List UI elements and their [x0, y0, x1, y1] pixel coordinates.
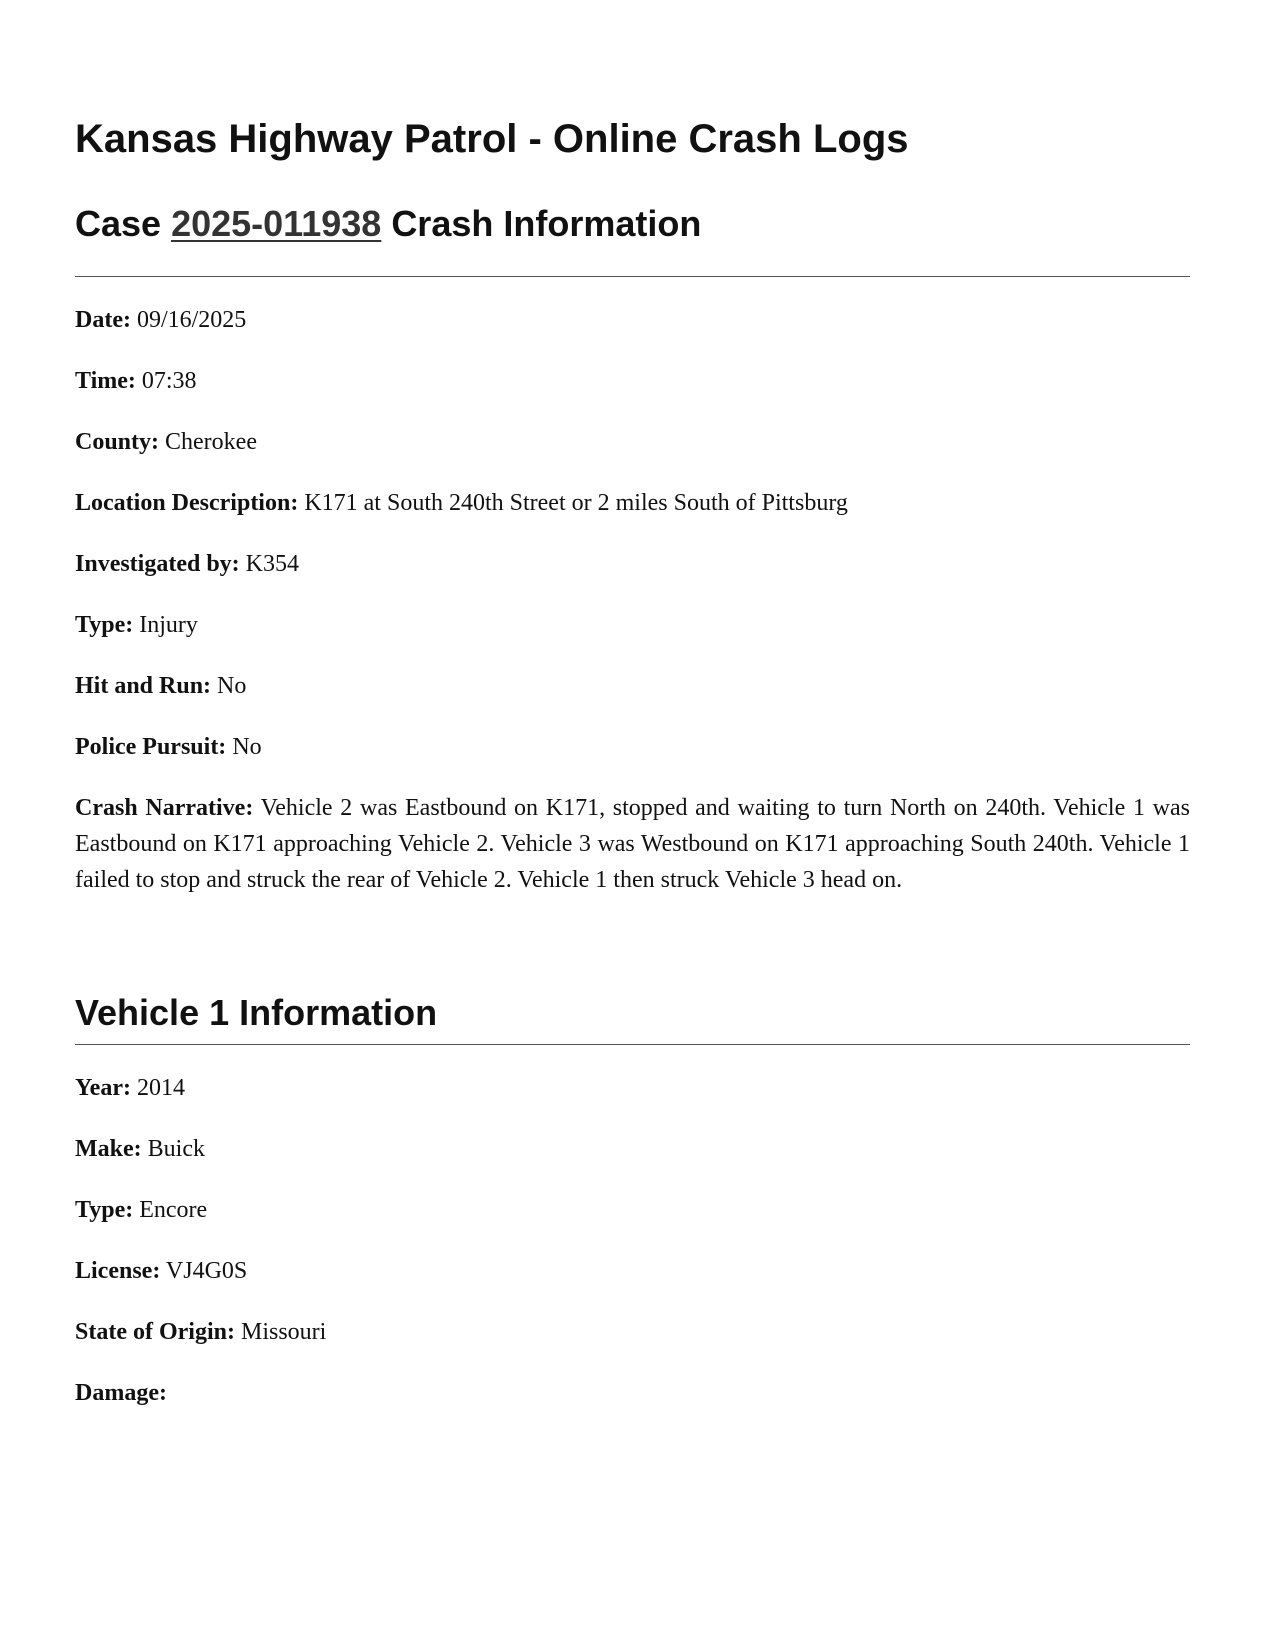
vehicle-damage-field	[75, 1375, 1190, 1411]
vehicle-1-title: Vehicle 1 Information	[75, 992, 438, 1033]
vehicle-damage-label: Damage:	[75, 1380, 167, 1406]
vehicle-license-field	[75, 1253, 1190, 1289]
divider	[75, 276, 1190, 277]
case-number-link[interactable]: 2025-011938	[171, 203, 382, 244]
investigated-value: K354	[245, 551, 300, 577]
vehicle-state-value: Missouri	[240, 1319, 327, 1345]
type-field	[75, 607, 1190, 643]
location-label: Location Description:	[75, 490, 299, 516]
date-label: Date:	[75, 307, 131, 333]
police-pursuit-value: No	[232, 734, 262, 760]
vehicle-license-label: License:	[75, 1258, 161, 1284]
date-field	[75, 302, 1190, 338]
time-label: Time:	[75, 368, 136, 394]
vehicle-license-value: VJ4G0S	[165, 1258, 248, 1284]
crash-narrative-label: Crash Narrative:	[75, 795, 254, 821]
crash-narrative-field	[75, 790, 1190, 898]
divider	[75, 1044, 1190, 1045]
vehicle-type-label: Type:	[75, 1197, 134, 1223]
county-label: County:	[75, 429, 160, 455]
vehicle-make-value: Buick	[147, 1136, 205, 1162]
vehicle-year-value: 2014	[136, 1075, 185, 1101]
type-label: Type:	[75, 612, 134, 638]
vehicle-year-field	[75, 1070, 1190, 1106]
time-value: 07:38	[141, 368, 197, 394]
investigated-field	[75, 546, 1190, 582]
crash-narrative-value: Vehicle 2 was Eastbound on K171, stopped and waiting to turn North on 240th. Vehicle 1 was Eastbound on K171 approaching Vehicle 2. Vehicle 3 was Westbound on K171 approaching South 240th. Vehicle 1 failed to stop and struck the rear of Vehicle 2. Vehicle 1 then struck Vehicle 3 head on.	[75, 795, 1190, 893]
case-prefix: Case	[75, 203, 162, 244]
vehicle-make-field	[75, 1131, 1190, 1167]
hit-and-run-value: No	[217, 673, 247, 699]
vehicle-year-label: Year:	[75, 1075, 131, 1101]
vehicle-state-field	[75, 1314, 1190, 1350]
site-title: Kansas Highway Patrol - Online Crash Logs	[75, 117, 909, 161]
county-field	[75, 424, 1190, 460]
location-value: K171 at South 240th Street or 2 miles South of Pittsburg	[304, 490, 848, 516]
hit-and-run-field	[75, 668, 1190, 704]
vehicle-make-label: Make:	[75, 1136, 142, 1162]
vehicle-type-value: Encore	[139, 1197, 208, 1223]
location-field	[75, 485, 1190, 521]
police-pursuit-label: Police Pursuit:	[75, 734, 227, 760]
case-suffix: Crash Information	[391, 203, 702, 244]
investigated-label: Investigated by:	[75, 551, 240, 577]
hit-and-run-label: Hit and Run:	[75, 673, 212, 699]
police-pursuit-field	[75, 729, 1190, 765]
type-value: Injury	[139, 612, 198, 638]
vehicle-state-label: State of Origin:	[75, 1319, 235, 1345]
vehicle-type-field	[75, 1192, 1190, 1228]
time-field	[75, 363, 1190, 399]
case-title	[75, 202, 701, 246]
county-value: Cherokee	[165, 429, 257, 455]
date-value: 09/16/2025	[136, 307, 247, 333]
